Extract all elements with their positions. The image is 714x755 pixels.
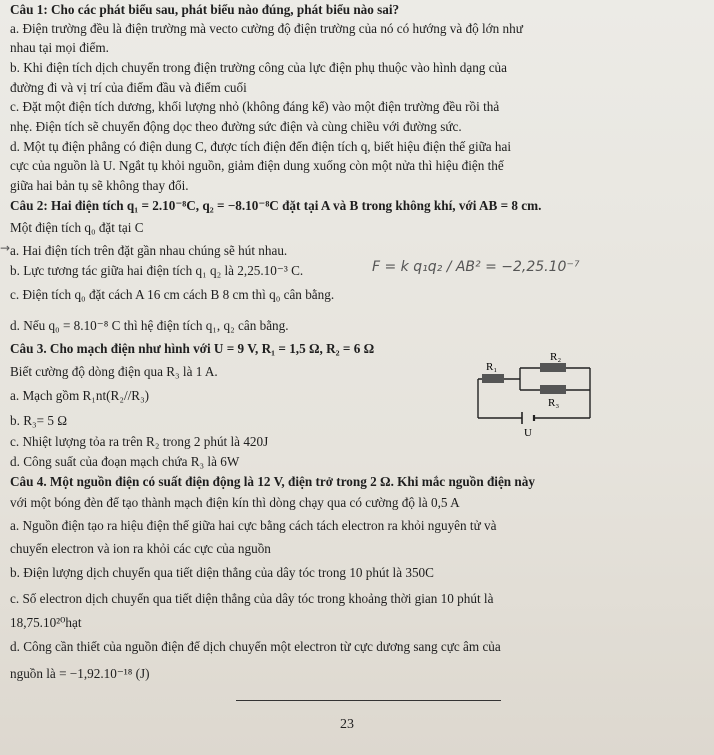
resistor-r1	[482, 374, 504, 383]
page-number: 23	[340, 717, 354, 732]
q3-context: Biết cường độ dòng điện qua R₃ là 1 A.	[10, 364, 218, 379]
q3-statement-d: d. Công suất của đoạn mạch chứa R₃ là 6W	[10, 454, 240, 469]
q1-statement-d: d. Một tụ điện phẳng có điện dung C, được tích điện đến điện tích q, biết hiệu điện thế giữa hai	[10, 139, 512, 154]
question-2-title: Câu 2: Hai điện tích q₁ = 2.10⁻⁸C, q₂ = −8.10⁻⁸C đặt tại A và B trong không khí, với AB = 8 cm.	[10, 198, 542, 213]
q1-statement-a: a. Điện trường đều là điện trường mà vecto cường độ điện trường của nó có hướng và độ lớn như	[10, 21, 523, 36]
q4-context: với một bóng đèn để tạo thành mạch điện kín thì dòng chạy qua có cường độ là 0,5 A	[10, 495, 460, 510]
q2-statement-d: d. Nếu q₀ = 8.10⁻⁸ C thì hệ điện tích q₁, q₂ cân bằng.	[10, 318, 289, 333]
q4-statement-b: b. Điện lượng dịch chuyển qua tiết diện thẳng của dây tóc trong 10 phút là 350C	[10, 565, 434, 580]
question-4-title: Câu 4. Một nguồn điện có suất điện động là 12 V, điện trở trong 2 Ω. Khi mắc nguồn điện này	[10, 474, 535, 489]
q2-statement-a: a. Hai điện tích trên đặt gần nhau chúng sẽ hút nhau.	[10, 243, 288, 258]
question-3-title: Câu 3. Cho mạch điện như hình với U = 9 V, R₁ = 1,5 Ω, R₂ = 6 Ω	[10, 341, 375, 356]
label-r3: R₃	[548, 397, 560, 409]
q2-context: Một điện tích q₀ đặt tại C	[10, 220, 144, 235]
resistor-r2	[540, 363, 566, 372]
q2-statement-b: b. Lực tương tác giữa hai điện tích q₁ q₂ là 2,25.10⁻³ C.	[10, 263, 304, 278]
question-1-title: Câu 1: Cho các phát biểu sau, phát biểu nào đúng, phát biểu nào sai?	[10, 2, 400, 17]
q4-statement-c: c. Số electron dịch chuyển qua tiết diện thẳng của dây tóc trong khoảng thời gian 10 phút là	[10, 591, 494, 606]
q1-statement-d-cont: cực của nguồn là U. Ngắt tụ khỏi nguồn, giảm điện dung xuống còn một nửa thì hiệu điện thế	[10, 158, 504, 173]
circuit-diagram	[470, 350, 620, 442]
q3-statement-c: c. Nhiệt lượng tỏa ra trên R₂ trong 2 phút là 420J	[10, 434, 269, 449]
q3-statement-b: b. R₃= 5 Ω	[10, 413, 68, 428]
q1-statement-c-cont: nhẹ. Điện tích sẽ chuyển động dọc theo đường sức điện và cùng chiều với đường sức.	[10, 119, 462, 134]
q4-statement-a-cont: chuyển electron và ion ra khỏi các cực của nguồn	[10, 541, 271, 556]
q1-statement-b: b. Khi điện tích dịch chuyển trong điện trường công của lực điện phụ thuộc vào hình dạng của	[10, 60, 507, 75]
label-r2: R₂	[550, 351, 562, 363]
q4-statement-d-cont: nguồn là = −1,92.10⁻¹⁸ (J)	[10, 666, 150, 681]
label-u: U	[524, 427, 532, 439]
q1-statement-d-cont2: giữa hai bản tụ sẽ không thay đổi.	[10, 178, 189, 193]
q2-statement-c: c. Điện tích q₀ đặt cách A 16 cm cách B 8 cm thì q₀ cân bằng.	[10, 287, 335, 302]
handwritten-arrow: →	[0, 241, 11, 255]
label-r1: R₁	[486, 361, 498, 373]
q1-statement-b-cont: đường đi và vị trí của điểm đầu và điểm cuối	[10, 80, 247, 95]
q4-statement-a: a. Nguồn điện tạo ra hiệu điện thế giữa hai cực bằng cách tách electron ra khỏi nguyên tử và	[10, 518, 497, 533]
q1-statement-a-cont: nhau tại mọi điểm.	[10, 40, 109, 55]
q1-statement-c: c. Đặt một điện tích dương, khối lượng nhỏ (không đáng kể) vào một điện trường đều rồi thả	[10, 99, 500, 114]
handwritten-formula: F = k q₁q₂ / AB² = −2,25.10⁻⁷	[372, 259, 580, 275]
q4-statement-d: d. Công cần thiết của nguồn điện để dịch chuyển một electron từ cực dương sang cực âm của	[10, 639, 501, 654]
resistor-r3	[540, 385, 566, 394]
q3-statement-a: a. Mạch gồm R₁nt(R₂//R₃)	[10, 388, 150, 403]
footer-rule	[236, 700, 501, 701]
q4-statement-c-cont: 18,75.10²⁰hạt	[10, 615, 82, 630]
